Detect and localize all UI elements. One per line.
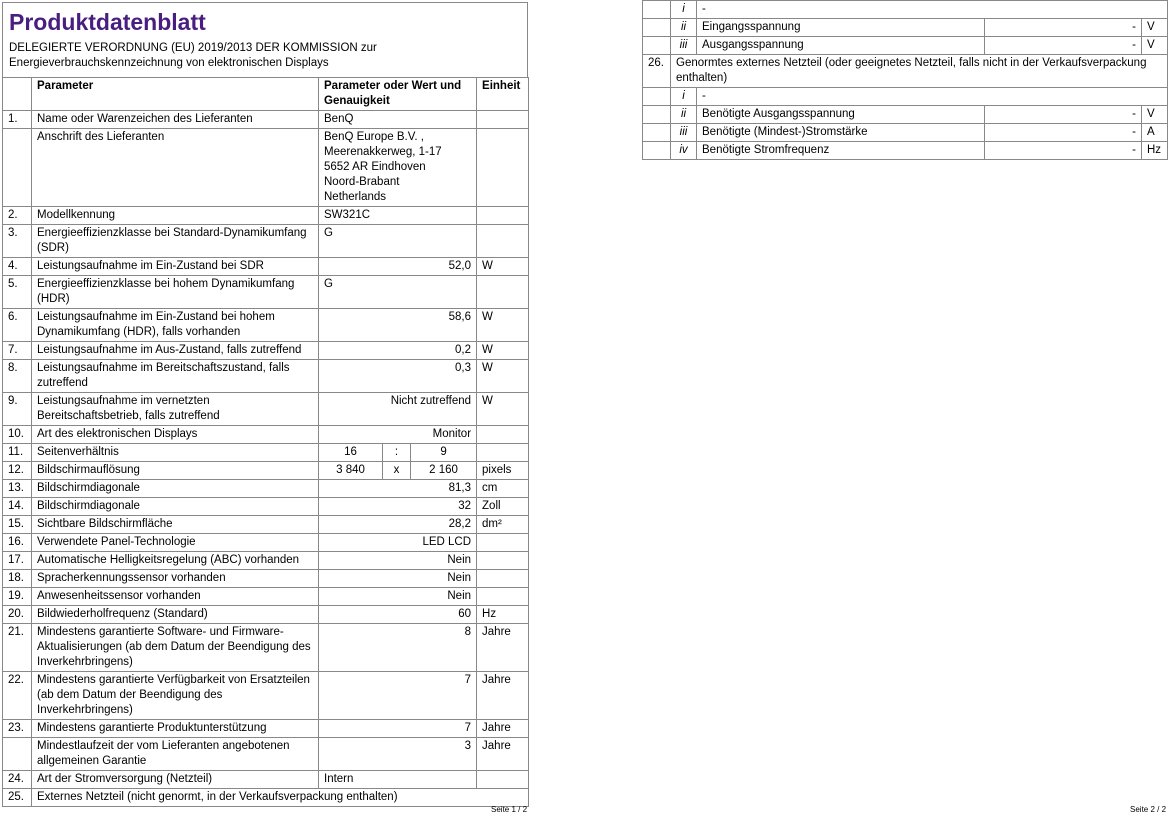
table-row: iii Ausgangsspannung - V <box>643 37 1168 55</box>
table-row: 13. Bildschirmdiagonale 81,3 cm <box>3 480 529 498</box>
table-row: 19. Anwesenheitssensor vorhanden Nein <box>3 588 529 606</box>
document-header <box>2 2 528 77</box>
table-row: Mindestlaufzeit der vom Lieferanten angebotenen allgemeinen Garantie 3 Jahre <box>3 738 529 771</box>
page-2 <box>642 0 1167 160</box>
table-row: i - <box>643 1 1168 19</box>
table-header-row <box>3 78 529 111</box>
table-row: Anschrift des Lieferanten BenQ Europe B.V. , Meerenakkerweg, 1-17 5652 AR Eindhoven Noord-Brabant Netherlands <box>3 129 529 207</box>
regulation-line-1: DELEGIERTE VERORDNUNG (EU) 2019/2013 DER KOMMISSION zur <box>9 42 377 54</box>
table-row: 5. Energieeffizienzklasse bei hohem Dynamikumfang (HDR) G <box>3 276 529 309</box>
table-row: 24. Art der Stromversorgung (Netzteil) Intern <box>3 771 529 789</box>
table-row: 12. Bildschirmauflösung 3 840 x 2 160 pixels <box>3 462 529 480</box>
table-row: 2. Modellkennung SW321C <box>3 207 529 225</box>
table-row: 1. Name oder Warenzeichen des Lieferanten BenQ <box>3 111 529 129</box>
table-row: ii Eingangsspannung - V <box>643 19 1168 37</box>
table-row: 10. Art des elektronischen Displays Monitor <box>3 426 529 444</box>
table-row: 23. Mindestens garantierte Produktunterstützung 7 Jahre <box>3 720 529 738</box>
page-number-2: Seite 2 / 2 <box>1130 805 1167 814</box>
table-row: ii Benötigte Ausgangsspannung - V <box>643 106 1168 124</box>
table-row: 9. Leistungsaufnahme im vernetzten Bereitschaftsbetrieb, falls zutreffend Nicht zutreffend W <box>3 393 529 426</box>
table-row: iii Benötigte (Mindest-)Stromstärke - A <box>643 124 1168 142</box>
header-value: Parameter oder Wert und Genauigkeit <box>319 78 477 111</box>
table-row: 18. Spracherkennungssensor vorhanden Nein <box>3 570 529 588</box>
table-row: 21. Mindestens garantierte Software- und Firmware-Aktualisierungen (ab dem Datum der Beendigung des Inverkehrbringens) 8 Jahre <box>3 624 529 672</box>
table-row: 3. Energieeffizienzklasse bei Standard-Dynamikumfang (SDR) G <box>3 225 529 258</box>
table-row: 16. Verwendete Panel-Technologie LED LCD <box>3 534 529 552</box>
table-row: 6. Leistungsaufnahme im Ein-Zustand bei hohem Dynamikumfang (HDR), falls vorhanden 58,6 W <box>3 309 529 342</box>
table-row: 17. Automatische Helligkeitsregelung (ABC) vorhanden Nein <box>3 552 529 570</box>
table-row: 8. Leistungsaufnahme im Bereitschaftszustand, falls zutreffend 0,3 W <box>3 360 529 393</box>
table-row: 15. Sichtbare Bildschirmfläche 28,2 dm² <box>3 516 529 534</box>
table-row: 26. Genormtes externes Netzteil (oder geeignetes Netzteil, falls nicht in der Verkaufsverpackung enthalten) <box>643 55 1168 88</box>
power-supply-table <box>642 0 1168 160</box>
table-row: 11. Seitenverhältnis 16 : 9 <box>3 444 529 462</box>
regulation-line-2: Energieverbrauchskennzeichnung von elektronischen Displays <box>9 57 329 69</box>
table-row: 7. Leistungsaufnahme im Aus-Zustand, falls zutreffend 0,2 W <box>3 342 529 360</box>
table-row: 25. Externes Netzteil (nicht genormt, in der Verkaufsverpackung enthalten) <box>3 789 529 807</box>
product-data-table <box>2 77 529 807</box>
table-row: i - <box>643 88 1168 106</box>
header-unit: Einheit <box>477 78 529 111</box>
page-1 <box>2 2 528 807</box>
table-row: 22. Mindestens garantierte Verfügbarkeit von Ersatzteilen (ab dem Datum der Beendigung des Inverkehrbringens) 7 Jahre <box>3 672 529 720</box>
page-number-1: Seite 1 / 2 <box>491 805 528 814</box>
document-title: Produktdatenblatt <box>9 9 206 35</box>
table-row: 4. Leistungsaufnahme im Ein-Zustand bei SDR 52,0 W <box>3 258 529 276</box>
table-row: 14. Bildschirmdiagonale 32 Zoll <box>3 498 529 516</box>
header-parameter: Parameter <box>32 78 319 111</box>
table-row: 20. Bildwiederholfrequenz (Standard) 60 Hz <box>3 606 529 624</box>
table-row: iv Benötigte Stromfrequenz - Hz <box>643 142 1168 160</box>
